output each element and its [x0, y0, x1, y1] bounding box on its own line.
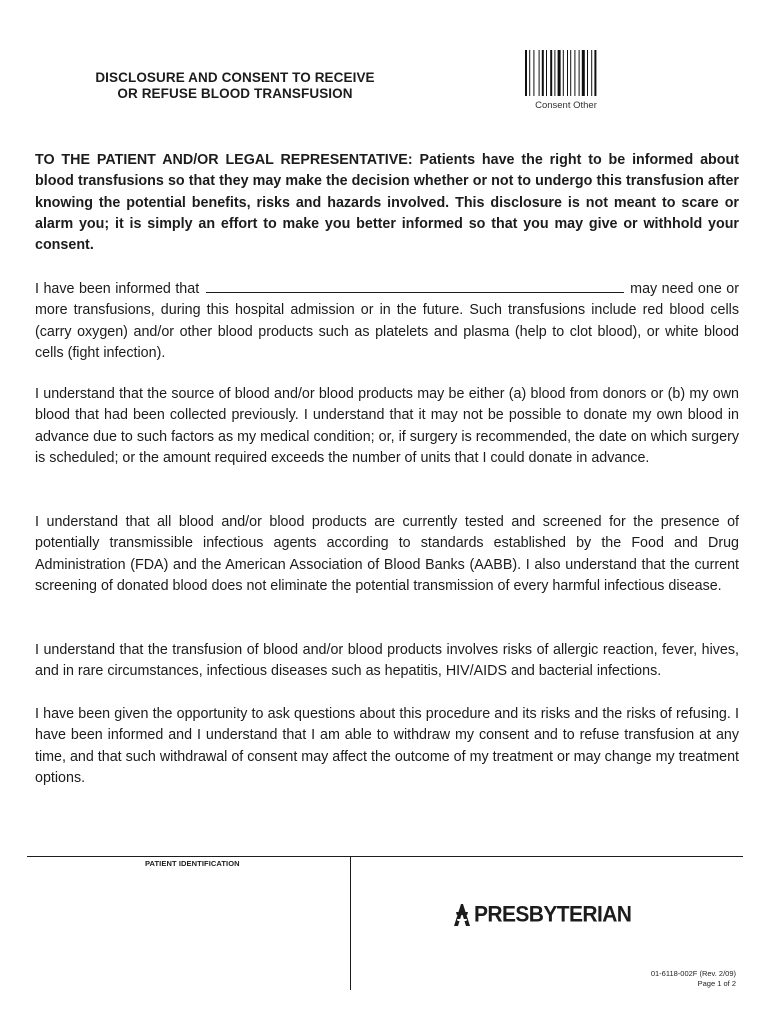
barcode-graphic: [522, 50, 612, 98]
paragraph-blood-source: I understand that the source of blood and/or blood products may be either (a) blood from donors or (b) my own blood that had been collected previously. I understand that it may not be possible to donate my own blood in advance due to such factors as my medical condition; or, if surgery is recommended, the date on which surgery is scheduled; or the amount required exceeds the number of units that I could donate in advance.: [35, 386, 739, 466]
footer-rule: [27, 856, 743, 857]
barcode-bar: [525, 50, 527, 96]
barcode-bar: [542, 50, 544, 96]
barcode-caption: Consent Other: [535, 100, 597, 111]
barcode-bar: [550, 50, 552, 96]
form-number: 01-6118-002F (Rev. 2/09): [650, 969, 736, 978]
presbyterian-logo: [452, 902, 631, 928]
barcode-bar: [563, 50, 564, 96]
title-line-1: DISCLOSURE AND CONSENT TO RECEIVE: [95, 70, 375, 85]
barcode-bar: [594, 50, 596, 96]
patient-identification-label: PATIENT IDENTIFICATION: [145, 859, 240, 868]
barcode-bar: [554, 50, 555, 96]
paragraph-withdraw-consent: I have been given the opportunity to ask questions about this procedure and its risks and the risks of refusing. I have been informed and I understand that I am able to withdraw my consent and to refuse transfusion at any time, and that such withdrawal of consent may affect the outcome of my treatment or may change my treatment options.: [35, 706, 739, 786]
barcode-bar: [533, 50, 534, 96]
barcode-bar: [574, 50, 575, 96]
presbyterian-logo-text: PRESBYTERIAN: [474, 902, 632, 927]
barcode-bar: [582, 50, 585, 96]
barcode-bar: [558, 50, 561, 96]
barcode-bar: [579, 50, 580, 96]
barcode-bar: [570, 50, 571, 96]
page-title: [40, 70, 430, 102]
barcode-bar: [567, 50, 568, 96]
paragraph-screening: I understand that all blood and/or blood products are currently tested and screened for the presence of potentially transmissible infectious agents according to standards established by the Food and Drug Administration (FDA) and the American Association of Blood Banks (AABB). I also understand that the current screening of donated blood does not eliminate the potential transmission of every harmful infectious disease.: [35, 514, 739, 594]
barcode-bar: [591, 50, 592, 96]
intro-statement: TO THE PATIENT AND/OR LEGAL REPRESENTATIVE: Patients have the right to be informed about blood transfusions so that they may make the decision whether or not to undergo this transfusion after knowing the potential benefits, risks and hazards involved. This disclosure is not meant to scare or alarm you; it is simply an effort to make you better informed so that you may give or withhold your consent.: [35, 152, 739, 254]
p1-end: may need one or more transfusions, during this hospital admission or in the future. Such transfusions include red blood cells (carry oxygen) and/or other blood products such as platelets and plasma (help to clot blood), or white blood cells (fight infection).: [35, 281, 739, 361]
paragraph-informed: [35, 278, 739, 364]
barcode-bar: [539, 50, 540, 96]
presbyterian-logo-icon: [452, 903, 472, 927]
patient-name-blank[interactable]: [206, 278, 624, 293]
page-number: Page 1 of 2: [697, 979, 736, 988]
barcode: [522, 50, 612, 116]
title-line-2: OR REFUSE BLOOD TRANSFUSION: [117, 86, 353, 101]
barcode-bar: [587, 50, 588, 96]
paragraph-risks: I understand that the transfusion of blood and/or blood products involves risks of allergic reaction, fever, hives, and in rare circumstances, infectious diseases such as hepatitis, HIV/AIDS and bacterial infections.: [35, 642, 739, 680]
barcode-bar: [529, 50, 530, 96]
p1-start: I have been informed that: [35, 281, 200, 297]
footer-divider: [350, 856, 351, 990]
form-meta: [651, 969, 736, 989]
barcode-bar: [546, 50, 547, 96]
